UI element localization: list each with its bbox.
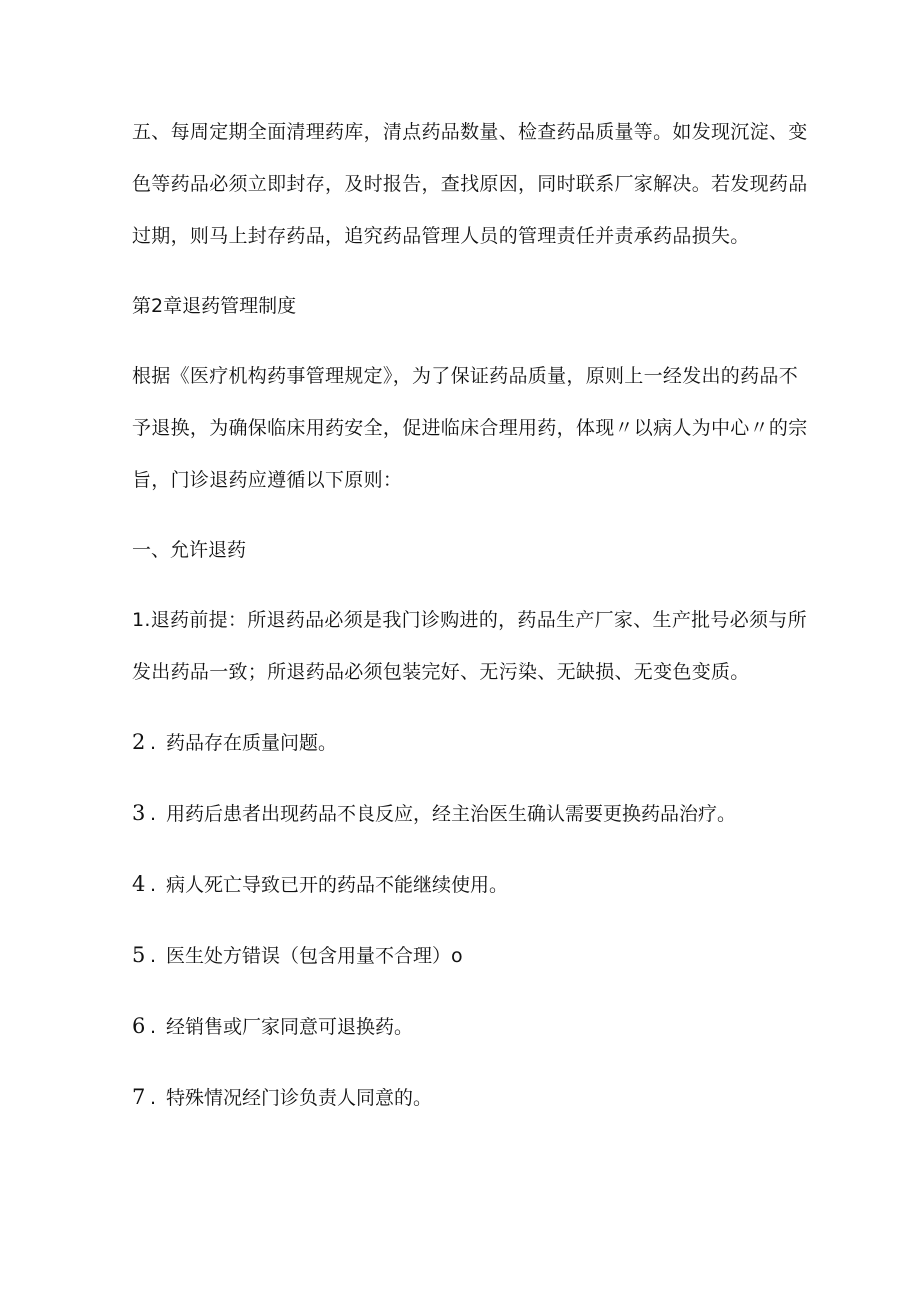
section-allowed-returns: 一、允许退药 [132, 539, 247, 561]
item-number: 5 [132, 943, 146, 967]
paragraph-five: 五、每周定期全面清理药库，清点药品数量、检查药品质量等。如发现沉淀、变色等药品必须立即封存，及时报告，查找原因，同时联系厂家解决。若发现药品过期，则马上封存药品，追究药品管理人员的管理责任并责承药品损失。 [132, 121, 808, 247]
item-text: 用药后患者出现药品不良反应，经主治医生确认需要更换药品治疗。 [166, 803, 737, 825]
list-item-4: 4 . 病人死亡导致已开的药品不能继续使用。 [132, 858, 812, 911]
chapter-title: 第2章退药管理制度 [132, 295, 297, 317]
item-number: 4 [132, 872, 146, 896]
item-text: 病人死亡导致已开的药品不能继续使用。 [166, 874, 509, 896]
document-body [132, 106, 812, 1142]
item-number: 6 [132, 1014, 146, 1038]
item-number: 7 [132, 1085, 146, 1109]
item-text: 医生处方错误（包含用量不合理）o [166, 945, 463, 967]
list-item-3: 3 . 用药后患者出现药品不良反应，经主治医生确认需要更换药品治疗。 [132, 787, 812, 840]
list-item-6: 6 . 经销售或厂家同意可退换药。 [132, 1000, 812, 1053]
list-item-5: 5 . 医生处方错误（包含用量不合理）o [132, 929, 812, 982]
item-number: 2 [132, 730, 146, 754]
intro-paragraph: 根据《医疗机构药事管理规定》，为了保证药品质量，原则上一经发出的药品不予退换，为确保临床用药安全，促进临床合理用药，体现〃以病人为中心〃的宗旨，门诊退药应遵循以下原则： [132, 365, 808, 491]
item-text: 药品存在质量问题。 [166, 732, 338, 754]
list-item-1: 1.退药前提：所退药品必须是我门诊购进的，药品生产厂家、生产批号必须与所发出药品一致；所退药品必须包装完好、无污染、无缺损、无变色变质。 [132, 609, 807, 683]
item-number: 3 [132, 801, 146, 825]
item-text: 特殊情况经门诊负责人同意的。 [166, 1087, 433, 1109]
list-item-2: 2 . 药品存在质量问题。 [132, 716, 812, 769]
list-item-7: 7 . 特殊情况经门诊负责人同意的。 [132, 1071, 812, 1124]
item-text: 经销售或厂家同意可退换药。 [166, 1016, 414, 1038]
